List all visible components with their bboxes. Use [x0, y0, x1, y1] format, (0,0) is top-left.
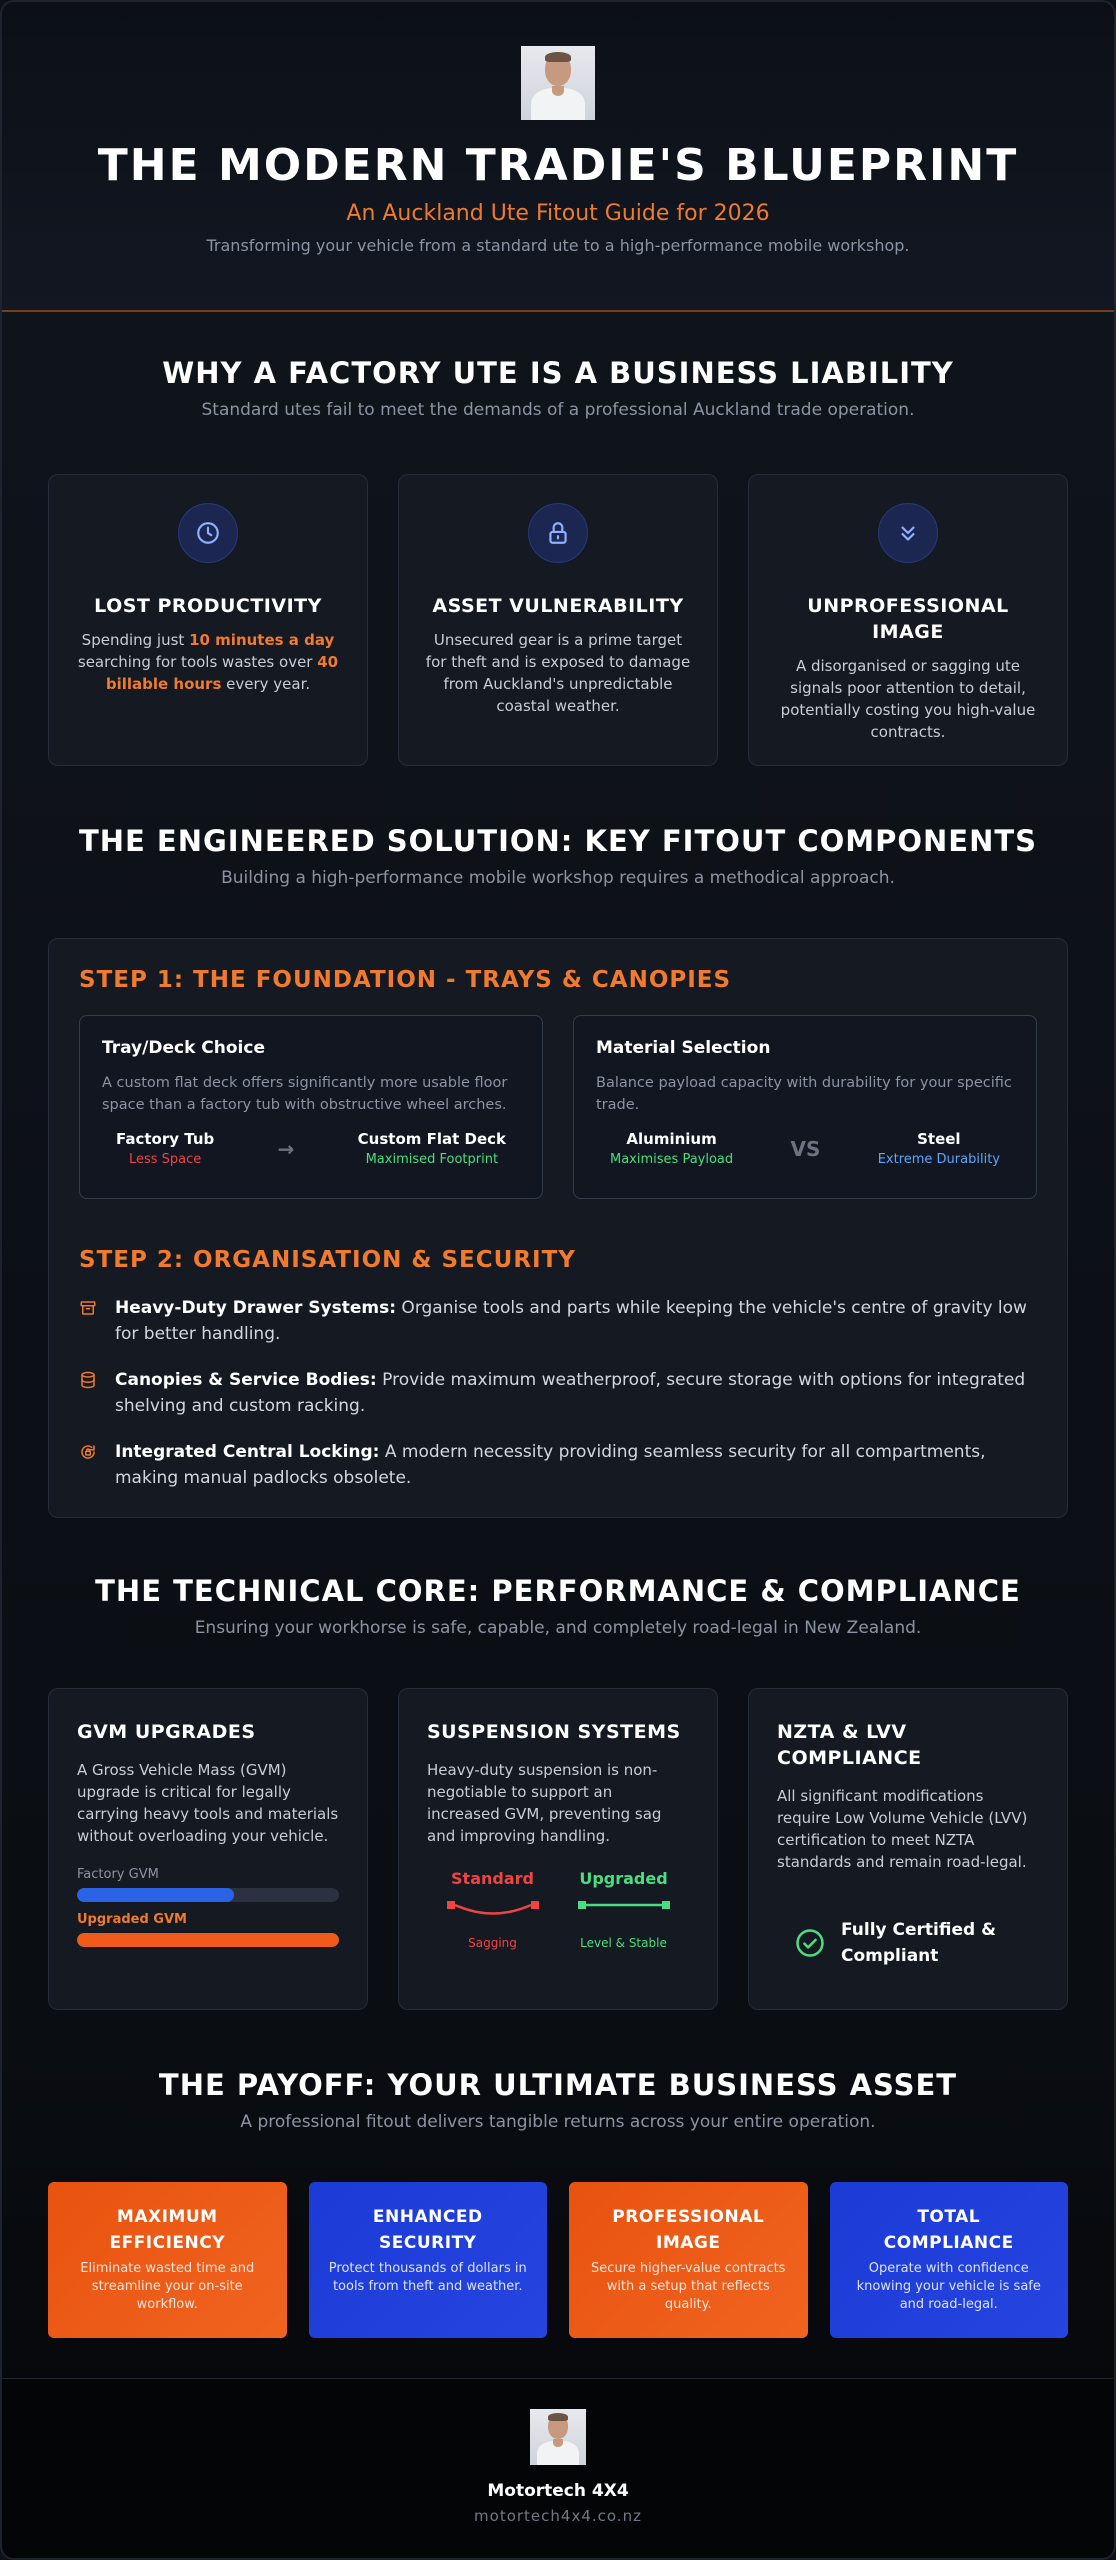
list-item-text: Integrated Central Locking: A modern necessity providing seamless security for all compartments, making manual padlocks obsolete.: [115, 1442, 986, 1488]
database-icon: [79, 1367, 99, 1419]
compare-right-note: Extreme Durability: [877, 1152, 1000, 1167]
suspension-standard: [445, 1869, 541, 1950]
compare-right-note: Maximised Footprint: [365, 1152, 499, 1167]
upgraded-gvm-label: Upgraded GVM: [77, 1912, 187, 1927]
compare-left-name: Factory Tub: [116, 1130, 215, 1148]
card-title: PROFESSIONAL IMAGE: [612, 2207, 765, 2253]
factory-gvm-label: Factory GVM: [77, 1867, 159, 1882]
chevrons-down-icon: [878, 503, 938, 563]
tray-choice-card: [79, 1015, 543, 1199]
list-item: [79, 1295, 1037, 1347]
footer: [2, 2378, 1114, 2558]
section-title: THE PAYOFF: YOUR ULTIMATE BUSINESS ASSET: [158, 2068, 958, 2102]
page-title: THE MODERN TRADIE'S BLUEPRINT: [97, 140, 1019, 191]
standard-label: Standard: [451, 1869, 534, 1888]
upgraded-gvm-fill: [77, 1933, 339, 1947]
card-text: A Gross Vehicle Mass (GVM) upgrade is critical for legally carrying heavy tools and materials without overloading your vehicle.: [77, 1761, 339, 1845]
suspension-upgraded: [576, 1869, 672, 1950]
card-title: MAXIMUM EFFICIENCY: [109, 2207, 226, 2253]
card-text: Unsecured gear is a prime target for theft and is exposed to damage from Auckland's unpredictable coastal weather.: [425, 631, 691, 715]
technical-section: [2, 1518, 1114, 2010]
liability-card-vulnerability: [398, 474, 718, 766]
card-text: All significant modifications require Low Volume Vehicle (LVV) certification to meet NZTA standards and remain road-legal.: [777, 1787, 1028, 1871]
compare-left-name: Aluminium: [626, 1130, 717, 1148]
compliance-card: [748, 1688, 1068, 2010]
section-title: THE TECHNICAL CORE: PERFORMANCE & COMPLIANCE: [95, 1574, 1021, 1608]
card-title: ENHANCED SECURITY: [372, 2207, 483, 2253]
material-selection-card: [573, 1015, 1037, 1199]
suspension-card: [398, 1688, 718, 2010]
payoff-card-compliance: [830, 2182, 1069, 2338]
section-title: WHY A FACTORY UTE IS A BUSINESS LIABILITY: [162, 356, 954, 390]
certified-text: Fully Certified & Compliant: [841, 1920, 996, 1966]
clock-icon: [178, 503, 238, 563]
arrow-right-icon: →: [277, 1136, 295, 1161]
sub-card-text: A custom flat deck offers significantly more usable floor space than a factory tub with obstructive wheel arches.: [102, 1075, 508, 1113]
list-item-text: Heavy-Duty Drawer Systems: Organise tools and parts while keeping the vehicle's centre of gravity low for better handling.: [115, 1298, 1027, 1344]
solution-box: [48, 938, 1068, 1518]
tray-comparison: [102, 1130, 520, 1167]
payoff-card-security: [309, 2182, 548, 2338]
gvm-card: [48, 1688, 368, 2010]
author-avatar: [521, 46, 595, 120]
check-circle-icon: [795, 1928, 825, 1958]
liability-card-productivity: [48, 474, 368, 766]
upgraded-note: Level & Stable: [580, 1936, 667, 1950]
certified-badge: [777, 1917, 1039, 1969]
compare-right-name: Steel: [917, 1130, 961, 1148]
sub-card-title: Material Selection: [596, 1038, 771, 1058]
card-title: ASSET VULNERABILITY: [432, 595, 684, 617]
card-title: NZTA & LVV COMPLIANCE: [777, 1721, 922, 1769]
card-title: GVM UPGRADES: [77, 1721, 256, 1743]
compare-left-note: Less Space: [128, 1152, 202, 1167]
website-link[interactable]: motortech4x4.co.nz: [474, 2507, 642, 2525]
step2-title: STEP 2: ORGANISATION & SECURITY: [79, 1247, 576, 1273]
sub-card-title: Tray/Deck Choice: [102, 1038, 265, 1058]
card-text: Eliminate wasted time and streamline your on-site workflow.: [80, 2261, 255, 2312]
archive-icon: [79, 1295, 99, 1347]
payoff-section: [2, 2010, 1114, 2338]
section-subtitle: Building a high-performance mobile workshop requires a methodical approach.: [221, 868, 895, 888]
sub-card-text: Balance payload capacity with durability for your specific trade.: [596, 1075, 1012, 1113]
organisation-list: [79, 1295, 1037, 1491]
payoff-card-efficiency: [48, 2182, 287, 2338]
page-tagline: Transforming your vehicle from a standard ute to a high-performance mobile workshop.: [206, 236, 910, 255]
card-text: Operate with confidence knowing your vehicle is safe and road-legal.: [856, 2261, 1041, 2312]
section-subtitle: A professional fitout delivers tangible returns across your entire operation.: [240, 2112, 876, 2132]
brand-name: Motortech 4X4: [487, 2481, 629, 2501]
section-subtitle: Ensuring your workhorse is safe, capable, and completely road-legal in New Zealand.: [194, 1618, 922, 1638]
card-title: LOST PRODUCTIVITY: [94, 595, 322, 617]
card-text: Secure higher-value contracts with a setup that reflects quality.: [591, 2261, 786, 2312]
section-title: THE ENGINEERED SOLUTION: KEY FITOUT COMPONENTS: [78, 824, 1038, 858]
lock-icon: [528, 503, 588, 563]
header: [2, 2, 1114, 312]
compare-left-note: Maximises Payload: [610, 1152, 734, 1167]
payoff-card-image: [569, 2182, 808, 2338]
list-item: [79, 1439, 1037, 1491]
card-text: Spending just 10 minutes a day searching for tools wastes over 40 billable hours every year.: [77, 631, 339, 693]
card-title: UNPROFESSIONAL IMAGE: [807, 595, 1009, 643]
card-title: TOTAL COMPLIANCE: [883, 2207, 1014, 2253]
compare-right-name: Custom Flat Deck: [357, 1130, 506, 1148]
level-suspension-icon: [576, 1896, 672, 1922]
versus-label: VS: [790, 1136, 821, 1161]
step1-title: STEP 1: THE FOUNDATION - TRAYS & CANOPIES: [79, 967, 732, 993]
standard-note: Sagging: [468, 1936, 517, 1950]
list-item: [79, 1367, 1037, 1419]
lock-refresh-icon: [79, 1439, 99, 1491]
sagging-suspension-icon: [445, 1896, 541, 1922]
liability-card-image: [748, 474, 1068, 766]
card-text: Heavy-duty suspension is non-negotiable to support an increased GVM, preventing sag and improving handling.: [427, 1761, 662, 1845]
brand-avatar: [530, 2409, 586, 2465]
card-text: Protect thousands of dollars in tools from theft and weather.: [328, 2261, 527, 2294]
upgraded-label: Upgraded: [579, 1869, 668, 1888]
material-comparison: [596, 1130, 1014, 1167]
list-item-text: Canopies & Service Bodies: Provide maximum weatherproof, secure storage with options for integrated shelving and custom racking.: [115, 1370, 1026, 1416]
factory-gvm-bar: [77, 1888, 339, 1902]
factory-gvm-fill: [77, 1888, 234, 1902]
card-text: A disorganised or sagging ute signals poor attention to detail, potentially costing you high-value contracts.: [780, 657, 1036, 741]
solution-section: [2, 766, 1114, 1518]
liability-section: [2, 312, 1114, 766]
card-title: SUSPENSION SYSTEMS: [427, 1721, 681, 1743]
section-subtitle: Standard utes fail to meet the demands of a professional Auckland trade operation.: [201, 400, 915, 420]
page-subtitle: An Auckland Ute Fitout Guide for 2026: [346, 201, 770, 226]
upgraded-gvm-bar: [77, 1933, 339, 1947]
